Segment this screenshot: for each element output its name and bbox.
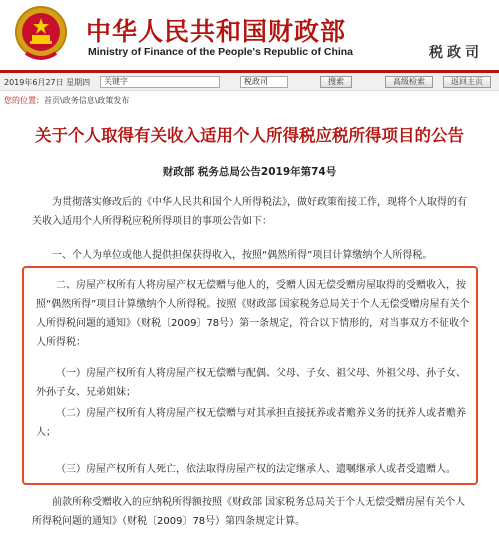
article-paragraph-1: 一、个人为单位或他人提供担保获得收入，按照“偶然所得”项目计算缴纳个人所得税。: [52, 250, 433, 261]
breadcrumb-path[interactable]: 首页\政务信息\政策发布: [44, 96, 130, 105]
article-title: 关于个人取得有关收入适用个人所得税应税所得项目的公告: [35, 126, 464, 145]
site-header: [0, 0, 499, 72]
breadcrumb-prefix: 您的位置：: [4, 96, 44, 105]
article-paragraph-intro: 为贯彻落实修改后的《中华人民共和国个人所得税法》，做好政策衔接工作，现将个人取得的有关收入适用个人所得税应税所得项目的事项公告如下：: [32, 197, 467, 227]
article-item-3: （三）房屋产权所有人死亡，依法取得房屋产权的法定继承人、遗嘱继承人或者受遗赠人。: [56, 464, 456, 475]
search-input[interactable]: 关键字: [100, 76, 220, 88]
article-item-2: （二）房屋产权所有人将房屋产权无偿赠与对其承担直接抚养或者赡养义务的抚养人或者赡养人；: [36, 408, 466, 438]
announcement-number: 财政部 税务总局公告2019年第74号: [162, 166, 337, 178]
site-title: 中华人民共和国财政部: [86, 17, 347, 46]
article-paragraph-closing: 前款所称受赠收入的应纳税所得额按照《财政部 国家税务总局关于个人无偿受赠房屋有关个人所得税问题的通知》（财税〔2009〕78号）第四条规定计算。: [32, 497, 466, 527]
department-name: 税政司: [429, 45, 483, 61]
national-emblem-icon: [14, 5, 68, 63]
toolbar: [0, 73, 499, 91]
site-title-english: Ministry of Finance of the People's Republic of China: [88, 46, 354, 58]
search-button[interactable]: 搜索: [320, 76, 352, 88]
back-home-button[interactable]: 返回主页: [443, 76, 491, 88]
article-item-1: （一）房屋产权所有人将房屋产权无偿赠与配偶、父母、子女、祖父母、外祖父母、孙子女、外孙子女、兄弟姐妹；: [36, 368, 466, 398]
advanced-search-button[interactable]: 高级检索: [385, 76, 433, 88]
article-paragraph-2: 二、房屋产权所有人将房屋产权无偿赠与他人的，受赠人因无偿受赠房屋取得的受赠收入，按照“偶然所得”项目计算缴纳个人所得税。按照《财政部 国家税务总局关于个人无偿受赠房屋有关个人所得税问题的通知》（财税〔2009〕78号）第一条规定，符合以下情形的，对当事双方不征收个人所得税：: [36, 280, 470, 348]
current-date: 2019年6月27日 星期四: [4, 78, 91, 87]
search-scope-select[interactable]: 税政司: [240, 76, 288, 88]
breadcrumb: [4, 95, 129, 106]
